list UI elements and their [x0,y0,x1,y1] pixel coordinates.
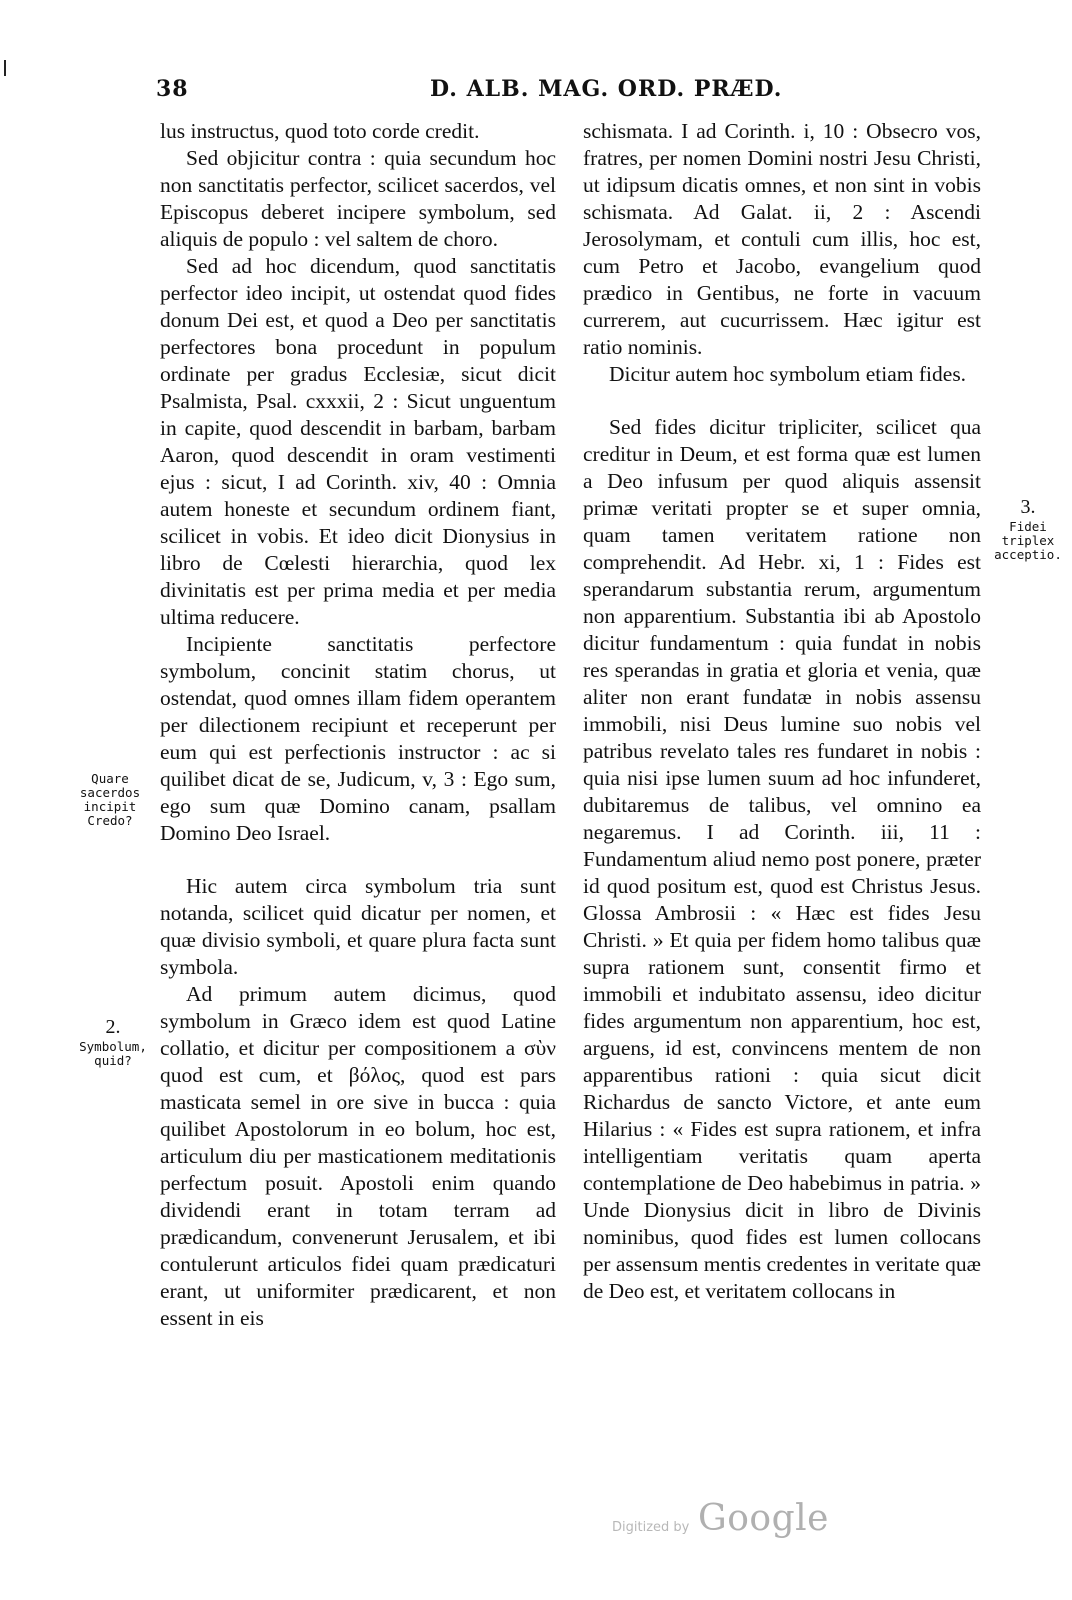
paragraph: Sed ad hoc dicendum, quod sanctitatis perfector ideo incipit, ut ostendat quod fides donum Dei est, et quod a Deo per sanctitatis perfectores bona procedunt in populum ordinate per gradus Ecclesiæ, sicut dicit Psalmista, Psal. cxxxii, 2 : Sicut unguentum in capite, quod descendit in barbam, barbam Aaron, quod descendit in oram vestimenti ejus : sicut, I ad Corinth. xiv, 40 : Omnia autem honeste et secundum ordinem fiant, scilicet in vobis. Et ideo dicit Dionysius in libro de Cœlesti hierarchia, quod lex divinitatis est per prima media et per media ultima reducere. [160,254,556,629]
paragraph: Sed objicitur contra : quia secundum hoc non sanctitatis perfector, scilicet sacerdos, vel Episcopus deberet incipere symbolum, sed aliquis de populo : vel saltem de choro. [160,146,556,251]
right-column [583,118,981,1305]
running-title: D. ALB. MAG. ORD. PRÆD. [430,76,783,102]
digitization-watermark [606,1498,846,1548]
margin-note [990,494,1066,562]
page-header [0,76,1072,106]
margin-note-number: 3. [1020,496,1036,518]
margin-note-text: Fidei triplex acceptio. [994,519,1062,562]
margin-note-text: Quare sacerdos incipit Credo? [79,771,141,828]
paragraph: Sed fides dicitur tripliciter, scilicet qua creditur in Deum, et est forma quæ est lumen a Deo infusum per quod aliquis assensit primæ veritati propter se et super omnia, quam tamen veritatem ratione non comprehendit. Ad Hebr. xi, 1 : Fides est sperandarum substantia rerum, argumentum non apparentium. Substantia ibi ab Apostolo dicitur fundamentum : quia fundat in nobis res sperandas in gratia et gloria et venia, quæ aliter non erant fundatæ in nobis assensu immobili, nisi Deus lumine suo nobis vel patribus revelato tales res fundaret in nobis : quia nisi ipse lumen suum ad hoc infunderet, dubitaremus de talibus, vel omnino ea negaremus. I ad Corinth. iii, 11 : Fundamentum aliud nemo post ponere, præter id quod positum est, quod est Christus Jesus. Glossa Ambrosii : « Hæc est fides Jesu Christi. » Et quia per fidem homo talibus quæ supra rationem sunt, consentit firmo et immobili et indubitato assensu, ideo dicitur fides argumentum non apparentium, hoc est, arguens, id est, convincens mentem de non apparentibus rationi : quia sicut dicit Richardus de sancto Victore, et ante eum Hilarius : « Fides est supra rationem, et infra intelligentiam veritatis quam aperta contemplatione de Deo habebimus in patria. » Unde Dionysius dicit in libro de Divinis nominibus, quod fides est lumen collocans per assensum mentis credentes in veritate quæ de Deo est, et veritatem collocans in [583,415,981,1303]
google-logo: Google [698,1498,829,1539]
paragraph: Hic autem circa symbolum tria sunt notanda, scilicet quid dicatur per nomen, et quæ divisio symboli, et quare plura facta sunt symbola. [160,874,556,979]
margin-note-text: Symbolum, quid? [79,1039,147,1068]
page-number: 38 [156,76,189,102]
paragraph: Ad primum autem dicimus, quod symbolum in Græco idem est quod Latine collatio, et dicitur per compositionem a σὺν quod est cum, et βόλος, quod est pars masticata semel in ore sive in bucca : quia quilibet Apostolorum in eo bolum, hoc est, articulum diu per masticationem meditationis perfectum posuit. Apostoli enim quando dividendi erant in totam terram ad prædicandum, convenerunt Jerusalem, et ibi contulerunt articulos fidei quam prædicaturi erant, ut uniformiter prædicarent, et non essent in eis [160,982,556,1330]
digitized-by-label: Digitized by [612,1520,690,1535]
paragraph: schismata. I ad Corinth. i, 10 : Obsecro vos, fratres, per nomen Domini nostri Jesu Christi, ut idipsum dicatis omnes, et non sint in vobis schismata. Ad Galat. ii, 2 : Ascendi Jerosolymam, et contuli cum illis, hoc est, cum Petro et Jacobo, evangelium quod prædico in Gentibus, ne forte in vacuum currerem, aut cucurrissem. Hæc igitur est ratio nominis. [583,119,981,359]
left-column [160,118,556,1332]
margin-note-number: 2. [105,1016,121,1038]
paragraph: Dicitur autem hoc symbolum etiam fides. [609,362,967,386]
margin-mark [4,60,6,76]
paragraph: lus instructus, quod toto corde credit. [160,119,480,143]
paragraph: Incipiente sanctitatis perfectore symbolum, concinit statim chorus, ut ostendat, quod omnes illam fidem operantem per dilectionem recipiunt et receperunt per eum qui est perfectionis instructor : ac si quilibet dicat de se, Judicum, v, 3 : Ego sum, ego sum quæ Domino canam, psallam Domino Deo Israel. [160,632,556,845]
margin-note [70,1014,156,1068]
margin-note [66,772,154,828]
